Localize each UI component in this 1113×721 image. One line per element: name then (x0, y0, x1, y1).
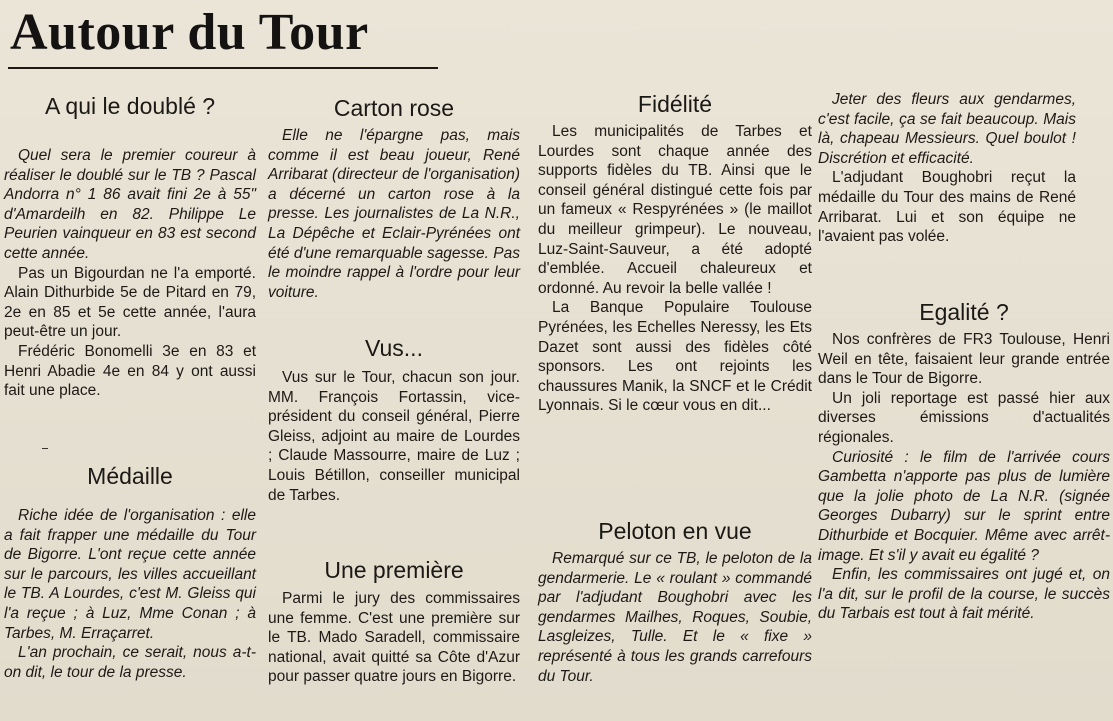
article-carton-rose (268, 94, 520, 302)
article-paragraph: Riche idée de l'organisation : elle a fait frapper une médaille du Tour de Bigorre. L'ont reçue cette année sur le parcours, les villes accueillant le TB. A Lourdes, c'est M. Gleiss qui l'a reçue ; à Luz, Mme Conan ; à Tarbes, M. Erraçarret. (4, 507, 256, 642)
article-vus (268, 334, 520, 505)
article-heading: Médaille (87, 463, 173, 489)
article-paragraph: L'an prochain, ce serait, nous a-t-on dit, le tour de la presse. (4, 644, 256, 681)
article-fidelite (538, 90, 812, 416)
article-heading: Peloton en vue (598, 518, 752, 544)
article-paragraph: Nos confrères de FR3 Toulouse, Henri Weil en tête, faisaient leur grande entrée dans le Tour de Bigorre. (818, 331, 1110, 388)
article-paragraph: Les municipalités de Tarbes et Lourdes sont chaque année des supports fidèles du TB. Ainsi que le conseil général distingué cette fois par un fameux « Respyrénées » (le maillot du meilleur grimpeur). Le nouveau, Luz-Saint-Sauveur, a été adopté d'emblée. Accueil chaleureux et ordonné. Au revoir la belle vallée ! (538, 123, 812, 297)
article-peloton-en-vue (538, 517, 812, 686)
article-paragraph: Remarqué sur ce TB, le peloton de la gendarmerie. Le « roulant » commandé par l'adjudant Boughobri avec les gendarmes Mailhes, Roques, Soubie, Lasgleizes, Tulle. Et le « fixe » représenté à tous les grands carrefours du Tour. (538, 550, 812, 685)
article-paragraph: Quel sera le premier coureur à réaliser le doublé sur le TB ? Pascal Andorra n° 1 86 avait fini 2e à 55" d'Amardeilh en 82. Philippe Le Peurien vainqueur en 83 est second cette année. (4, 147, 256, 262)
article-gendarmes (818, 90, 1076, 247)
article-paragraph: Jeter des fleurs aux gendarmes, c'est facile, ça se fait beaucoup. Mais là, chapeau Messieurs. Quel boulot ! Discrétion et efficacité. (818, 91, 1076, 167)
article-heading: Fidélité (637, 91, 713, 117)
divider (42, 448, 48, 449)
article-paragraph: Enfin, les commissaires ont jugé et, on l'a dit, sur le profil de la course, le succès du Tarbais est tout à fait mérité. (818, 566, 1110, 623)
article-paragraph: Pas un Bigourdan ne l'a emporté. Alain Dithurbide 5e de Pitard en 79, 2e en 85 et 5e cette année, l'aura peut-être un jour. (4, 264, 256, 341)
article-paragraph: Parmi le jury des commissaires une femme. C'est une première sur le TB. Mado Saradell, commissaire national, avait quitté sa Côte d'Azur pour passer quatre jours en Bigorre. (268, 590, 520, 686)
article-heading: Carton rose (333, 95, 455, 121)
article-heading: Egalité ? (919, 299, 1009, 325)
article-une-premiere (268, 556, 520, 687)
page-title: Autour du Tour (10, 4, 369, 61)
article-paragraph: Un joli reportage est passé hier aux diverses émissions d'actualités régionales. (818, 389, 1110, 446)
article-paragraph: Vus sur le Tour, chacun son jour. MM. François Fortassin, vice-président du conseil général, Pierre Gleiss, adjoint au maire de Lourdes ; Claude Massourre, maire de Luz ; Louis Bétillon, conseiller municipal de Tarbes. (268, 369, 520, 504)
article-paragraph: Frédéric Bonomelli 3e en 83 et Henri Abadie 4e en 84 y ont aussi fait une place. (4, 342, 256, 400)
title-underline (8, 67, 438, 69)
article-paragraph: Elle ne l'épargne pas, mais comme il est beau joueur, René Arribarat (directeur de l'organisation) a décerné un carton rose à la presse. Les journalistes de La N.R., La Dépêche et Eclair-Pyrénées ont été d'une remarquable sagesse. Pas le moindre rappel à l'ordre pour leur voiture. (268, 127, 520, 301)
article-heading: Une première (324, 557, 464, 583)
article-egalite (818, 298, 1110, 624)
article-heading: A qui le doublé ? (44, 93, 216, 119)
article-heading: Vus... (365, 335, 423, 361)
article-paragraph: L'adjudant Boughobri reçut la médaille du Tour des mains de René Arribarat. Lui et son équipe ne l'avaient pas volée. (818, 169, 1076, 246)
article-paragraph: Curiosité : le film de l'arrivée cours Gambetta n'apporte pas plus de lumière que la jolie photo de La N.R. (signée Georges Dubarry) sur le sprint entre Dithurbide et Bocquier. Même avec arrêt-image. Et s'il y avait eu égalité ? (818, 448, 1110, 564)
article-a-qui-le-double (4, 92, 256, 401)
article-medaille (4, 462, 256, 682)
article-paragraph: La Banque Populaire Toulouse Pyrénées, les Echelles Neressy, les Ets Dazet sont aussi des fidèles côté sponsors. Les ont rejoints les chaussures Manik, la SNCF et le Crédit Lyonnais. Si le cœur vous en dit... (538, 299, 812, 415)
